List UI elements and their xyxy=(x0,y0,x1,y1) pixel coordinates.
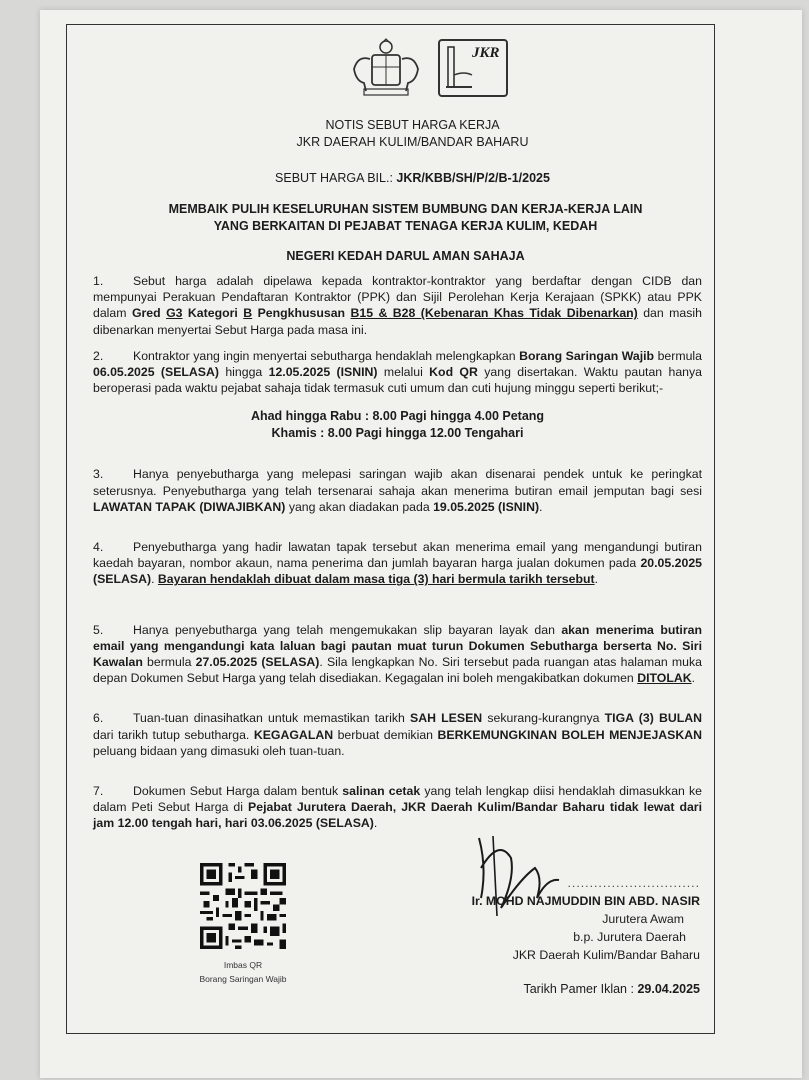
text: melalui xyxy=(377,365,430,380)
qr-mention: Kod QR xyxy=(429,365,478,380)
paragraph-number: 5. xyxy=(93,622,104,637)
text: Hanya penyebutharga yang telah mengemukakan slip bayaran layak dan xyxy=(133,622,562,637)
reference-number xyxy=(123,171,702,185)
project-title xyxy=(109,201,702,235)
office-hours xyxy=(93,408,702,442)
text: Sebut harga adalah dipelawa kepada kontraktor-kontraktor yang berdaftar dengan CIDB dan mempunyai Perakuan Pendaftaran Kontraktor (PPK) dan Sijil Perolehan Kerja Kerajaan (SPKK) atau PPK dalam xyxy=(93,274,702,321)
paragraph-2 xyxy=(93,348,702,397)
text: . xyxy=(539,499,543,514)
qr-code-icon[interactable] xyxy=(197,860,289,952)
advert-date xyxy=(523,982,700,996)
password-email: akan menerima butiran email yang mengandungi kata laluan bagi pautan muat turun Dokumen Sebutharga berserta No. Siri Kawalan xyxy=(93,622,702,670)
failure-word: KEGAGALAN xyxy=(253,727,334,742)
text: dari tarikh tutup sebutharga. xyxy=(93,727,254,742)
title-line-1: MEMBAIK PULIH KESELURUHAN SISTEM BUMBUNG DAN KERJA-KERJA LAIN xyxy=(168,202,643,216)
paragraph-number: 6. xyxy=(93,711,104,726)
text: peluang bidaan yang dimasuki oleh tuan-tuan. xyxy=(93,743,345,758)
text: berbuat demikian xyxy=(333,727,438,742)
jkr-logo xyxy=(438,39,508,97)
text: dan masih dibenarkan menyertai Sebut Harga pada masa ini. xyxy=(93,306,702,337)
text: . xyxy=(691,671,696,686)
paragraph-number: 4. xyxy=(93,540,104,555)
qr-caption-line-2: Borang Saringan Wajib xyxy=(199,973,287,984)
hours-line-2: Khamis : 8.00 Pagi hingga 12.00 Tengahari xyxy=(271,426,524,441)
site-visit-date: 19.05.2025 (ISNIN) xyxy=(433,499,540,514)
paragraph-4 xyxy=(93,539,702,588)
jkr-logo-text: JKR xyxy=(471,45,500,61)
signatory-office: JKR Daerah Kulim/Bandar Baharu xyxy=(512,947,700,962)
notice-frame xyxy=(66,24,715,1034)
qr-caption-line-1: Imbas QR xyxy=(223,959,263,970)
site-visit: LAWATAN TAPAK (DIWAJIBKAN) xyxy=(93,499,286,514)
text: yang akan diadakan pada xyxy=(285,499,434,514)
text: yang disertakan. Waktu pautan hanya beroperasi pada waktu pejabat sahaja tidak termasuk cuti umum dan cuti hujung minggu seperti berikut;- xyxy=(93,365,702,396)
text: bermula xyxy=(142,655,196,670)
text: yang telah lengkap diisi hendaklah dimasukkan ke dalam Peti Sebut Harga di xyxy=(93,784,702,815)
rejected-word: DITOLAK xyxy=(637,671,692,686)
end-date: 12.05.2025 (ISNIN) xyxy=(268,365,378,380)
jkr-emblem-icon xyxy=(444,45,474,91)
reference-label: SEBUT HARGA BIL.: xyxy=(275,171,393,185)
signatory-name: Ir. MOHD NAJMUDDIN BIN ABD. NASIR xyxy=(471,893,700,908)
hard-copy: salinan cetak xyxy=(342,784,421,799)
text: Kontraktor yang ingin menyertai sebutharga hendaklah melengkapkan xyxy=(133,348,520,363)
payment-deadline: Bayaran hendaklah dibuat dalam masa tiga (3) hari bermula tarikh tersebut xyxy=(157,572,595,587)
paragraph-3 xyxy=(93,466,702,515)
three-months: TIGA (3) BULAN xyxy=(604,711,703,726)
paragraph-5 xyxy=(93,622,702,687)
text: . Sila lengkapkan No. Siri tersebut pada ruangan atas halaman muka depan Dokumen Sebut Harga yang telah disediakan. Kegagalan ini boleh mengakibatkan dokumen xyxy=(93,655,702,686)
grade-label: Gred xyxy=(131,306,161,321)
text: Dokumen Sebut Harga dalam bentuk xyxy=(133,784,343,799)
text: . xyxy=(594,572,599,587)
text: . xyxy=(151,572,158,587)
download-date: 27.05.2025 (SELASA) xyxy=(195,655,320,670)
text: bermula xyxy=(654,348,702,363)
category-label: Kategori xyxy=(187,306,238,321)
header-line-2: JKR DAERAH KULIM/BANDAR BAHARU xyxy=(296,135,529,149)
start-date: 06.05.2025 (SELASA) xyxy=(93,365,219,380)
title-line-2: YANG BERKAITAN DI PEJABAT TENAGA KERJA KULIM, KEDAH xyxy=(213,219,598,233)
paragraph-7 xyxy=(93,783,702,832)
logo-row xyxy=(153,33,702,103)
state-restriction: NEGERI KEDAH DARUL AMAN SAHAJA xyxy=(286,249,525,263)
specialisation-value: B15 & B28 (Kebenaran Khas Tidak Dibenarkan) xyxy=(350,306,638,321)
payment-date: 20.05.2025 (SELASA) xyxy=(93,556,702,587)
text: Tuan-tuan dinasihatkan untuk memastikan tarikh xyxy=(133,711,411,726)
hours-line-1: Ahad hingga Rabu : 8.00 Pagi hingga 4.00 Petang xyxy=(250,409,545,424)
advert-date-value: 29.04.2025 xyxy=(637,981,700,996)
grade-value: G3 xyxy=(166,306,183,321)
paragraph-number: 7. xyxy=(93,784,104,799)
paragraph-number: 1. xyxy=(93,274,104,288)
text: sekurang-kurangnya xyxy=(482,711,605,726)
specialisation-label: Pengkhususan xyxy=(257,306,346,321)
category-value: B xyxy=(243,306,253,321)
signatory-role: Jurutera Awam xyxy=(602,911,684,926)
signatory-on-behalf: b.p. Jurutera Daerah xyxy=(573,929,686,944)
text: Penyebutharga yang hadir lawatan tapak tersebut akan menerima email yang mengandungi butiran kaedah bayaran, nombor akaun, nama penerima dan jumlah bayaran harga jualan dokumen pada xyxy=(93,540,702,571)
notice-header xyxy=(123,117,702,151)
licence-validity: SAH LESEN xyxy=(410,711,483,726)
footer-section xyxy=(93,846,702,1006)
text: Hanya penyebutharga yang melepasi saringan wajib akan disenarai pendek untuk ke peringkat seterusnya. Penyebutharga yang telah tersenarai sahaja akan menerima butiran email jemputan bagi sesi xyxy=(93,467,702,498)
signature-dots: .............................. xyxy=(567,875,700,890)
advert-label: Tarikh Pamer Iklan : xyxy=(523,981,634,996)
qr-caption xyxy=(181,958,305,986)
may-affect: BERKEMUNGKINAN BOLEH MENJEJASKAN xyxy=(437,727,703,742)
paragraph-number: 3. xyxy=(93,467,104,482)
paragraph-6 xyxy=(93,710,702,759)
text: . xyxy=(373,816,378,831)
paragraph-1 xyxy=(93,273,702,338)
paragraph-number: 2. xyxy=(93,348,104,363)
submission-place-deadline: Pejabat Jurutera Daerah, JKR Daerah Kulim/Bandar Baharu tidak lewat dari jam 12.00 tengah hari, hari 03.06.2025 (SELASA) xyxy=(93,800,702,831)
reference-value: JKR/KBB/SH/P/2/B-1/2025 xyxy=(396,171,550,185)
malaysia-coat-of-arms-icon xyxy=(348,37,424,99)
form-name: Borang Saringan Wajib xyxy=(519,348,655,363)
header-line-1: NOTIS SEBUT HARGA KERJA xyxy=(325,118,500,132)
signatory-block xyxy=(472,874,700,964)
text: hingga xyxy=(218,365,269,380)
